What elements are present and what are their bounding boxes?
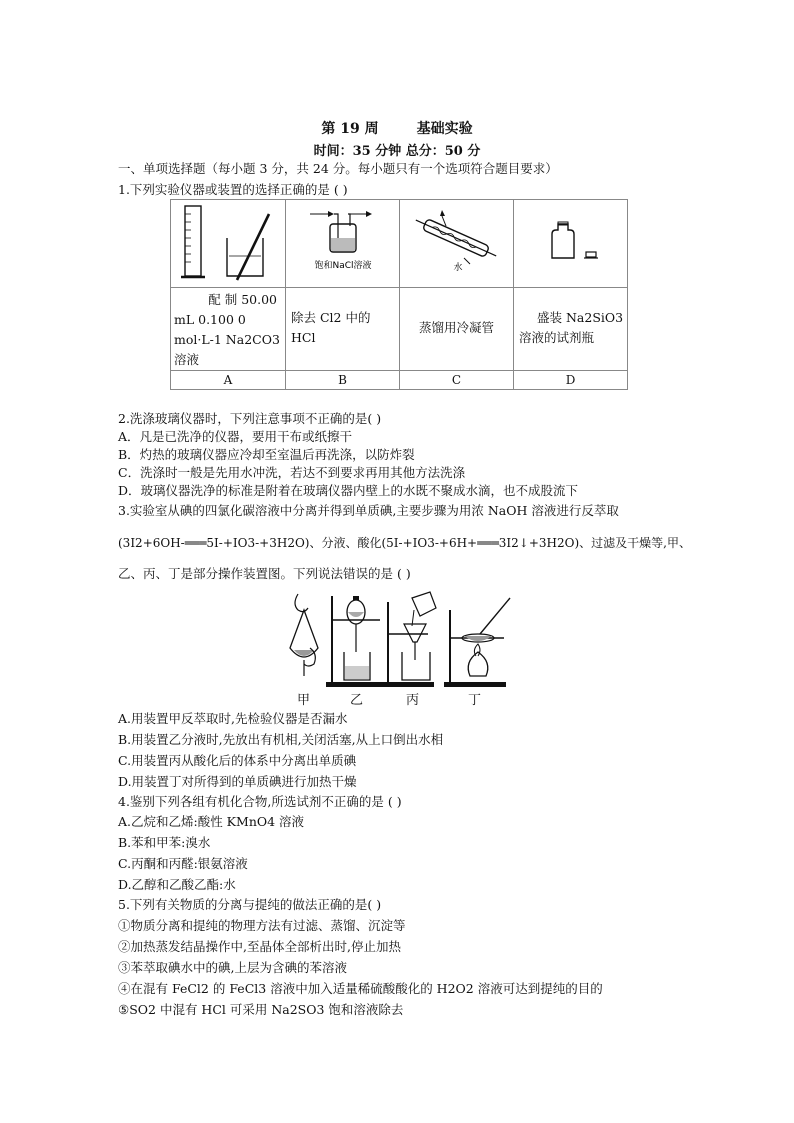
apparatus-figure [284, 590, 524, 690]
section-heading: 一、单项选择题（每小题 3 分，共 24 分。每小题只有一个选项符合题目要求） [118, 161, 558, 176]
q1-cell-c: 蒸馏用冷凝管 [400, 288, 514, 371]
svg-text:饱和NaCl溶液: 饱和NaCl溶液 [314, 261, 372, 271]
apparatus-jia-icon [290, 594, 318, 676]
q2-option-a: A．凡是已洗净的仪器，要用干布或纸擦干 [118, 429, 353, 444]
apparatus-yi-icon [326, 596, 384, 687]
time-score-line: 时间：35 分钟 总分：50 分 [313, 144, 481, 159]
apparatus-labels [0, 689, 794, 709]
q5-item-5: ⑤SO2 中混有 HCl 可采用 Na2SO3 饱和溶液除去 [118, 1002, 404, 1017]
q5-stem: 5.下列有关物质的分离与提纯的做法正确的是( ) [118, 897, 382, 912]
q4-option-c: C.丙酮和丙醛:银氨溶液 [118, 856, 248, 871]
q1-cell-a: 配 制 50.00 mL 0.100 0 mol·L-1 Na2CO3 溶液 [171, 288, 286, 371]
q1-label-c: C [400, 371, 514, 390]
q1-label-b: B [286, 371, 400, 390]
label-bing: 丙 [406, 693, 420, 708]
label-yi: 乙 [350, 693, 364, 708]
q1-img-a [171, 200, 286, 288]
q4-option-d: D.乙醇和乙酸乙酯:水 [118, 877, 236, 892]
apparatus-bing-icon [382, 592, 436, 687]
q1-label-a: A [171, 371, 286, 390]
topic-label: 基础实验 [416, 121, 473, 137]
q2-option-c: C．洗涤时一般是先用水冲洗，若达不到要求再用其他方法洗涤 [118, 465, 466, 480]
q1-cell-b: 除去 Cl2 中的 HCl [286, 288, 400, 371]
week-label: 第 19 周 [321, 121, 379, 137]
q4-option-a: A.乙烷和乙烯:酸性 KMnO4 溶液 [118, 814, 305, 829]
q1-img-c [400, 200, 514, 288]
q5-item-3: ③苯萃取碘水中的碘,上层为含碘的苯溶液 [118, 960, 347, 975]
gas-wash-bottle-icon [286, 200, 399, 284]
q5-item-4: ④在混有 FeCl2 的 FeCl3 溶液中加入适量稀硫酸酸化的 H2O2 溶液可达到提纯的目的 [118, 981, 603, 996]
q1-table [170, 199, 628, 390]
page-title [0, 118, 794, 138]
q3-stem-line2: (3I2+6OH-═══5I-+IO3-+3H2O)、分液、酸化(5I-+IO3-+6H+═══3I2↓+3H2O)、过滤及干燥等,甲、 [118, 536, 691, 550]
condenser-icon [400, 200, 513, 284]
label-ding: 丁 [468, 693, 482, 708]
q4-option-b: B.苯和甲苯:溴水 [118, 835, 211, 850]
q1-img-b [286, 200, 400, 288]
q3-option-b: B.用装置乙分液时,先放出有机相,关闭活塞,从上口倒出水相 [118, 732, 444, 747]
q2-stem: 2.洗涤玻璃仪器时，下列注意事项不正确的是( ) [118, 411, 382, 426]
q1-cell-d: 盛装 Na2SiO3 溶液的试剂瓶 [514, 288, 628, 371]
reagent-bottle-icon [514, 200, 627, 284]
q4-stem: 4.鉴别下列各组有机化合物,所选试剂不正确的是 ( ) [118, 794, 402, 809]
q1-stem: 1.下列实验仪器或装置的选择正确的是 ( ) [118, 182, 348, 197]
q3-option-d: D.用装置丁对所得到的单质碘进行加热干燥 [118, 774, 357, 789]
q3-stem-line3: 乙、丙、丁是部分操作装置图。下列说法错误的是 ( ) [118, 566, 411, 581]
q3-option-a: A.用装置甲反萃取时,先检验仪器是否漏水 [118, 711, 348, 726]
q5-item-1: ①物质分离和提纯的物理方法有过滤、蒸馏、沉淀等 [118, 918, 406, 933]
q1-img-d [514, 200, 628, 288]
q3-option-c: C.用装置丙从酸化后的体系中分离出单质碘 [118, 753, 357, 768]
q3-stem-line1: 3.实验室从碘的四氯化碳溶液中分离并得到单质碘,主要步骤为用浓 NaOH 溶液进行反萃取 [118, 503, 619, 518]
cylinder-beaker-icon [171, 200, 285, 284]
q5-item-2: ②加热蒸发结晶操作中,至晶体全部析出时,停止加热 [118, 939, 401, 954]
label-jia: 甲 [297, 693, 311, 708]
apparatus-ding-icon [444, 598, 510, 687]
q2-option-b: B．灼热的玻璃仪器应冷却至室温后再洗涤，以防炸裂 [118, 447, 415, 462]
svg-text:水: 水 [453, 263, 463, 273]
q2-option-d: D．玻璃仪器洗净的标准是附着在玻璃仪器内壁上的水既不聚成水滴，也不成股流下 [118, 483, 579, 498]
q1-label-d: D [514, 371, 628, 390]
